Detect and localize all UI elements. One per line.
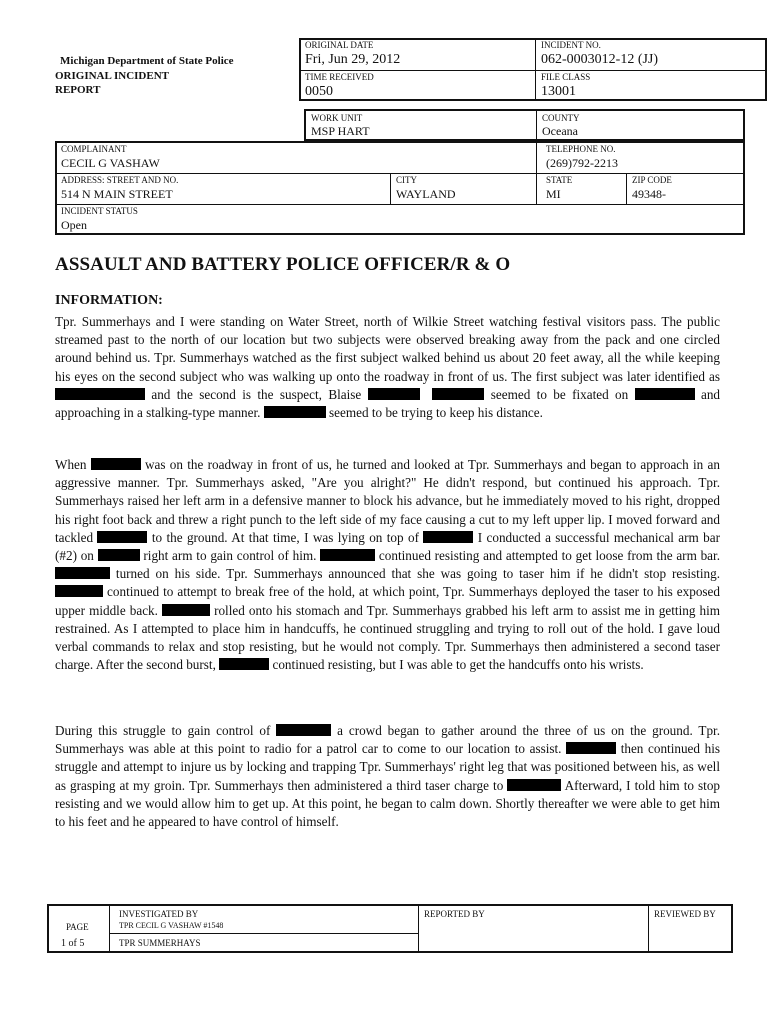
page-value: 1 of 5 bbox=[61, 938, 85, 949]
p3-text-c: then continued his struggle and attempt to injure us by locking and trapping Tpr. Summerhays' right leg that was positioned between his, as well as grasping at my groin. Tpr. Summerhays then administered a third taser charge to bbox=[55, 741, 720, 793]
p1-text-c: seemed to be fixated on bbox=[484, 386, 635, 402]
p2-text-e: right arm to gain control of him. bbox=[139, 548, 321, 564]
redaction-block bbox=[566, 742, 616, 754]
p3-text-a: During this struggle to gain control of bbox=[55, 723, 277, 738]
p2-text-g: turned on his side. Tpr. Summerhays announced that she was going to taser him if he didn't stop resisting. bbox=[110, 566, 720, 582]
p1-text-a: Tpr. Summerhays and I were standing on Water Street, north of Wilkie Street watching festival visitors pass. The public streamed past to the north of our location but two subjects were observed breaking away from the pack and one circled around behind us. Tpr. Summerhays watched as the first subject walked behind us about 20 feet away, all the while keeping his eyes on the second subject who was walking up onto the roadway in front of us. The first subject was later identified as bbox=[55, 314, 720, 384]
redaction-block bbox=[507, 779, 561, 791]
p2-text-i: rolled onto his stomach and Tpr. Summerhays grabbed his left arm to assist me in getting him restrained. As I attempted to place him in handcuffs, he continued struggling and trying to roll out of the hold. I gave loud verbal commands to relax and stop resisting, but he would not comply. Tpr. Summerhays then administered a second taser charge. After the second burst, bbox=[55, 602, 721, 673]
p3-text-d: Afterward, I told him to stop resisting and we would allow him to get up. At this point, he began to calm down. Shortly thereafter we were able to get him to his feet and he appeared to have control of himself. bbox=[55, 777, 721, 830]
redaction-block bbox=[91, 458, 141, 470]
county-value: Oceana bbox=[542, 124, 578, 138]
redaction-block bbox=[219, 658, 269, 670]
complainant-label: COMPLAINANT bbox=[61, 144, 127, 154]
address-label: ADDRESS: STREET AND NO. bbox=[61, 175, 179, 185]
incident-status-value: Open bbox=[61, 218, 87, 232]
time-received-label: TIME RECEIVED bbox=[305, 72, 374, 82]
work-unit-label: WORK UNIT bbox=[311, 113, 363, 123]
work-unit-value: MSP HART bbox=[311, 124, 370, 138]
redaction-block bbox=[276, 724, 331, 736]
p2-text-h: continued to attempt to break free of the hold, at which point, Tpr. Summerhays deployed the taser to his exposed upper middle back. bbox=[55, 584, 720, 618]
redaction-block bbox=[368, 388, 420, 400]
narrative-paragraph-2 bbox=[55, 456, 720, 674]
page-label: PAGE bbox=[66, 922, 89, 932]
redaction-block bbox=[55, 388, 145, 400]
complainant-value: CECIL G VASHAW bbox=[61, 156, 160, 170]
redaction-block bbox=[320, 549, 375, 561]
report-type-line1: ORIGINAL INCIDENT bbox=[55, 70, 169, 82]
header-info-box bbox=[299, 38, 767, 101]
incident-no-label: INCIDENT NO. bbox=[541, 40, 601, 50]
redaction-block bbox=[264, 406, 326, 418]
reported-by-label: REPORTED BY bbox=[424, 909, 485, 919]
p2-text-f: continued resisting and attempted to get loose from the arm bar. bbox=[375, 548, 720, 564]
report-type-line2: REPORT bbox=[55, 84, 101, 96]
incident-no-value: 062-0003012-12 (JJ) bbox=[541, 52, 659, 67]
file-class-label: FILE CLASS bbox=[541, 72, 591, 82]
agency-name: Michigan Department of State Police bbox=[60, 55, 234, 67]
zip-value: 49348- bbox=[632, 187, 666, 201]
redaction-block bbox=[423, 531, 473, 543]
state-label: STATE bbox=[546, 175, 573, 185]
p1-text-b: and the second is the suspect, Blaise bbox=[145, 386, 368, 402]
report-title: ASSAULT AND BATTERY POLICE OFFICER/R & O bbox=[55, 254, 511, 275]
narrative-paragraph-3 bbox=[55, 722, 720, 831]
p1-text-e: seemed to be trying to keep his distance. bbox=[325, 405, 543, 421]
county-label: COUNTY bbox=[542, 113, 580, 123]
p2-text-c: to the ground. At that time, I was lying on top of bbox=[147, 529, 424, 545]
investigator-1: TPR CECIL G VASHAW #1548 bbox=[119, 921, 224, 930]
telephone-label: TELEPHONE NO. bbox=[546, 144, 616, 154]
work-unit-box bbox=[304, 109, 745, 141]
p2-text-j: continued resisting, but I was able to get the handcuffs onto his wrists. bbox=[269, 657, 644, 673]
investigator-2: TPR SUMMERHAYS bbox=[119, 938, 201, 948]
p1-text-d: and approaching in a stalking-type manner. bbox=[55, 386, 721, 421]
redaction-block bbox=[55, 567, 110, 579]
incident-status-label: INCIDENT STATUS bbox=[61, 206, 138, 216]
file-class-value: 13001 bbox=[541, 84, 576, 99]
complainant-box bbox=[55, 141, 745, 235]
p2-text-d: I conducted a successful mechanical arm bar (#2) on bbox=[55, 529, 720, 564]
city-label: CITY bbox=[396, 175, 417, 185]
p3-text-b: a crowd began to gather around the three of us on the ground. Tpr. Summerhays was able at this point to radio for a patrol car to come to our location to assist. bbox=[55, 723, 720, 757]
footer-signature-box bbox=[47, 904, 733, 953]
city-value: WAYLAND bbox=[396, 187, 456, 201]
p2-text-a: When bbox=[55, 457, 91, 472]
redaction-block bbox=[98, 549, 140, 561]
redaction-block bbox=[162, 604, 210, 616]
narrative-paragraph-1 bbox=[55, 313, 720, 422]
investigated-by-label: INVESTIGATED BY bbox=[119, 909, 199, 919]
zip-label: ZIP CODE bbox=[632, 175, 672, 185]
telephone-value: (269)792-2213 bbox=[546, 156, 618, 170]
original-date-label: ORIGINAL DATE bbox=[305, 40, 374, 50]
state-value: MI bbox=[546, 187, 561, 201]
p2-text-b: was on the roadway in front of us, he turned and looked at Tpr. Summerhays and began to approach in an aggressive manner. Tpr. Summerhays asked, "Are you alright?" He didn't respond, but continued his approach. Tpr. Summerhays raised her left arm in a defensive manner to block his advance, but he immediately moved to his right, dropped his right foot back and threw a right punch to the left side of my face causing a cut to my left upper lip. I moved forward and tackled bbox=[55, 457, 720, 545]
section-heading: INFORMATION: bbox=[55, 293, 163, 308]
original-date-value: Fri, Jun 29, 2012 bbox=[305, 52, 401, 67]
reviewed-by-label: REVIEWED BY bbox=[654, 909, 716, 919]
redaction-block bbox=[432, 388, 484, 400]
redaction-block bbox=[55, 585, 103, 597]
time-received-value: 0050 bbox=[305, 84, 333, 99]
address-value: 514 N MAIN STREET bbox=[61, 187, 173, 201]
redaction-block bbox=[97, 531, 147, 543]
redaction-block bbox=[635, 388, 695, 400]
